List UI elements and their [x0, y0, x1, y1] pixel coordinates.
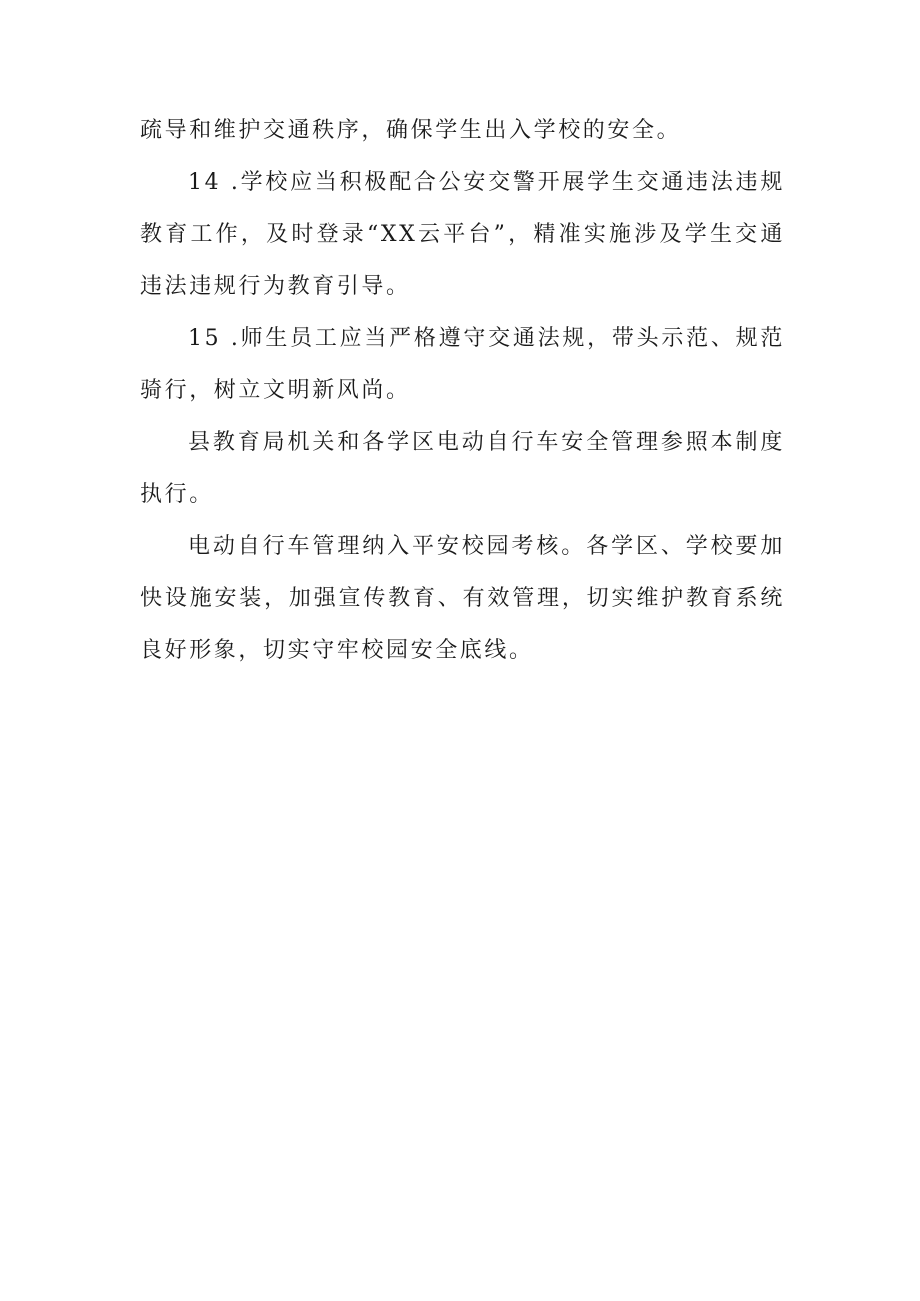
document-body	[140, 105, 785, 677]
paragraph-item-14: 14 .学校应当积极配合公安交警开展学生交通违法违规教育工作，及时登录“XX云平台”，精准实施涉及学生交通违法违规行为教育引导。	[140, 170, 785, 299]
paragraph-bureau-reference: 县教育局机关和各学区电动自行车安全管理参照本制度执行。	[140, 430, 785, 507]
paragraph-assessment: 电动自行车管理纳入平安校园考核。各学区、学校要加快设施安装，加强宣传教育、有效管理，切实维护教育系统良好形象，切实守牢校园安全底线。	[140, 534, 785, 663]
paragraph-item-15: 15 .师生员工应当严格遵守交通法规，带头示范、规范骑行，树立文明新风尚。	[140, 326, 785, 403]
paragraph-continuation: 疏导和维护交通秩序，确保学生出入学校的安全。	[140, 118, 682, 143]
